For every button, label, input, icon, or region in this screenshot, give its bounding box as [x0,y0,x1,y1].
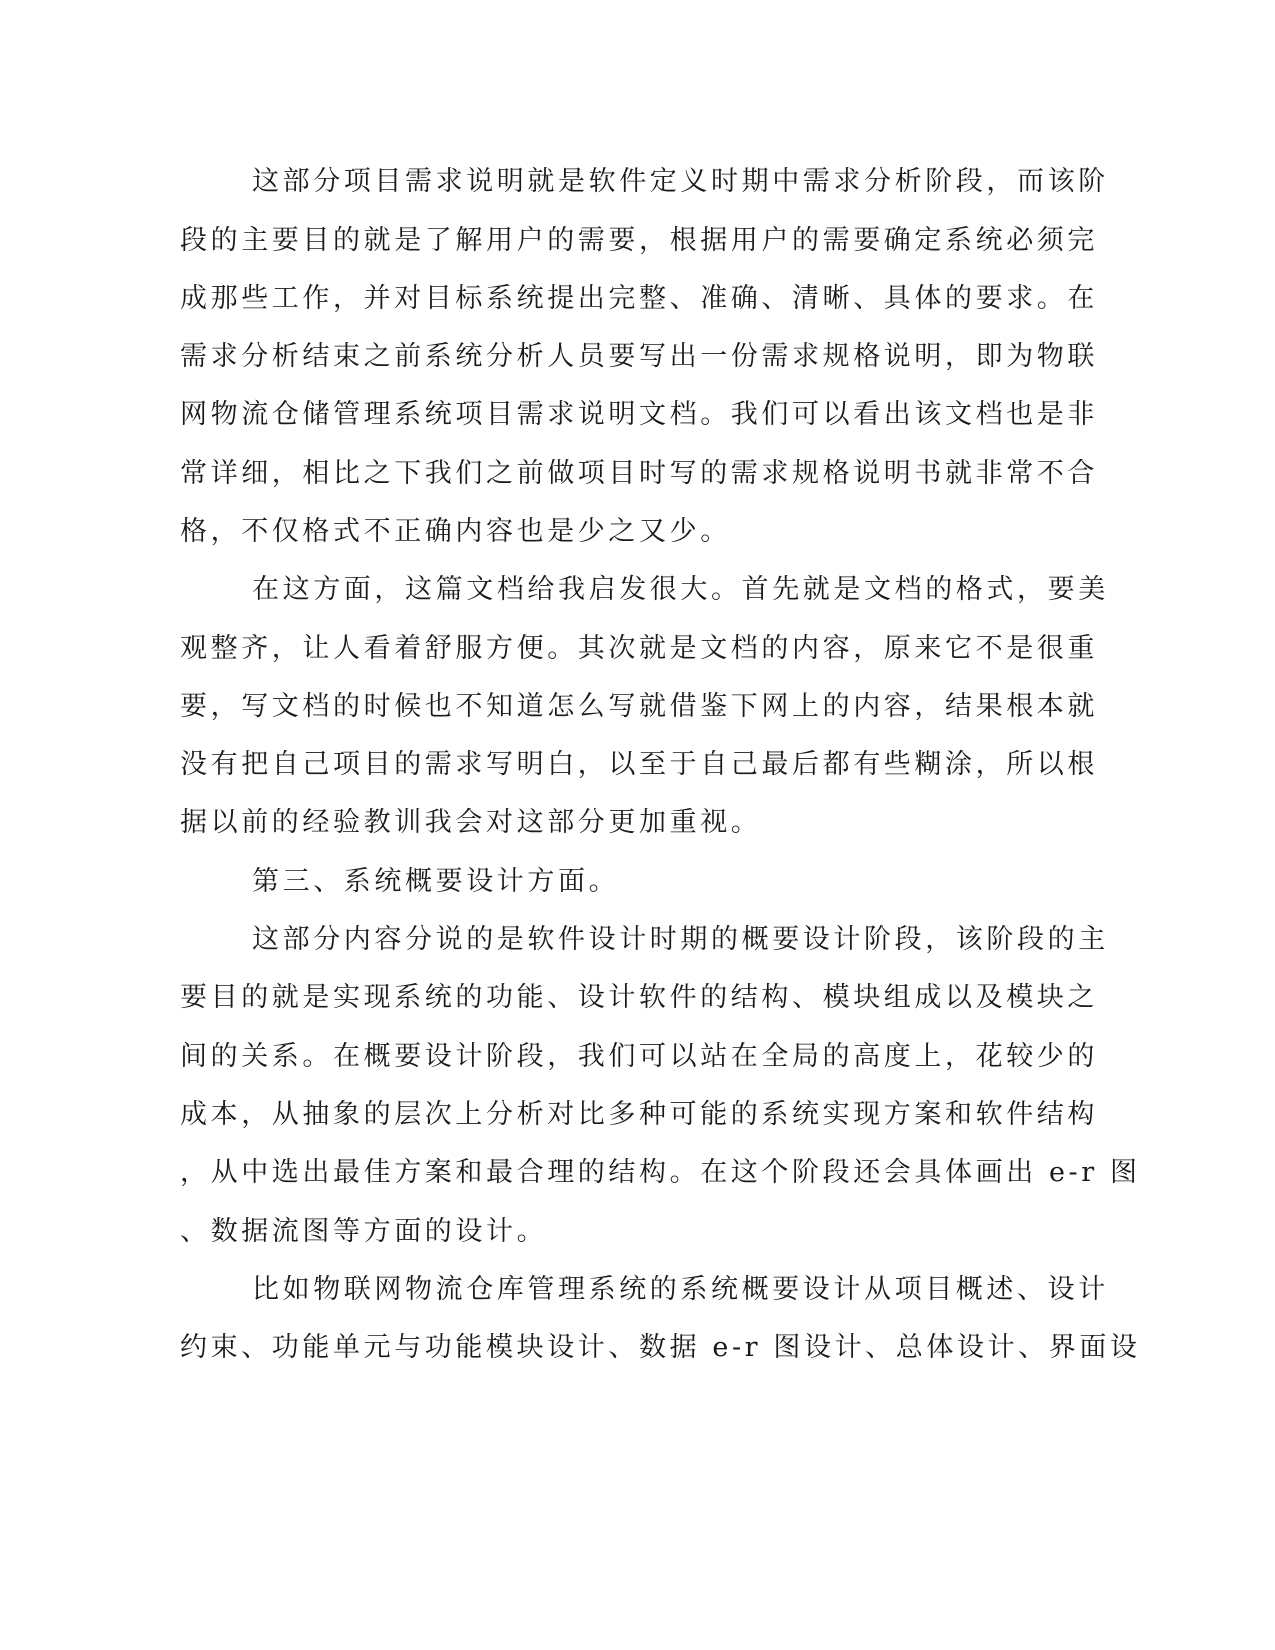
text-line: 要目的就是实现系统的功能、设计软件的结构、模块组成以及模块之 [180,982,1098,1013]
text-line: 这部分项目需求说明就是软件定义时期中需求分析阶段，而该阶 [252,166,1109,197]
section-heading: 第三、系统概要设计方面。 [252,866,620,897]
text-line: 网物流仓储管理系统项目需求说明文档。我们可以看出该文档也是非 [180,399,1098,430]
text-line: 约束、功能单元与功能模块设计、数据 e-r 图设计、总体设计、界面设 [180,1332,1141,1363]
text-line: 这部分内容分说的是软件设计时期的概要设计阶段，该阶段的主 [252,924,1109,955]
text-line: 在这方面，这篇文档给我启发很大。首先就是文档的格式，要美 [252,574,1109,605]
text-line: 比如物联网物流仓库管理系统的系统概要设计从项目概述、设计 [252,1274,1109,1305]
text-line: 没有把自己项目的需求写明白，以至于自己最后都有些糊涂，所以根 [180,749,1098,780]
text-line: ，从中选出最佳方案和最合理的结构。在这个阶段还会具体画出 e-r 图 [180,1157,1141,1188]
text-line: 段的主要目的就是了解用户的需要，根据用户的需要确定系统必须完 [180,225,1098,256]
text-line: 据以前的经验教训我会对这部分更加重视。 [180,807,762,838]
text-line: 要，写文档的时候也不知道怎么写就借鉴下网上的内容，结果根本就 [180,691,1098,722]
text-line: 格，不仅格式不正确内容也是少之又少。 [180,516,731,547]
text-line: 成本，从抽象的层次上分析对比多种可能的系统实现方案和软件结构 [180,1099,1098,1130]
text-line: 成那些工作，并对目标系统提出完整、准确、清晰、具体的要求。在 [180,283,1098,314]
text-line: 间的关系。在概要设计阶段，我们可以站在全局的高度上，花较少的 [180,1041,1098,1072]
text-line: 观整齐，让人看着舒服方便。其次就是文档的内容，原来它不是很重 [180,633,1098,664]
text-line: 常详细，相比之下我们之前做项目时写的需求规格说明书就非常不合 [180,458,1098,489]
text-line: 、数据流图等方面的设计。 [180,1216,548,1247]
text-line: 需求分析结束之前系统分析人员要写出一份需求规格说明，即为物联 [180,341,1098,372]
